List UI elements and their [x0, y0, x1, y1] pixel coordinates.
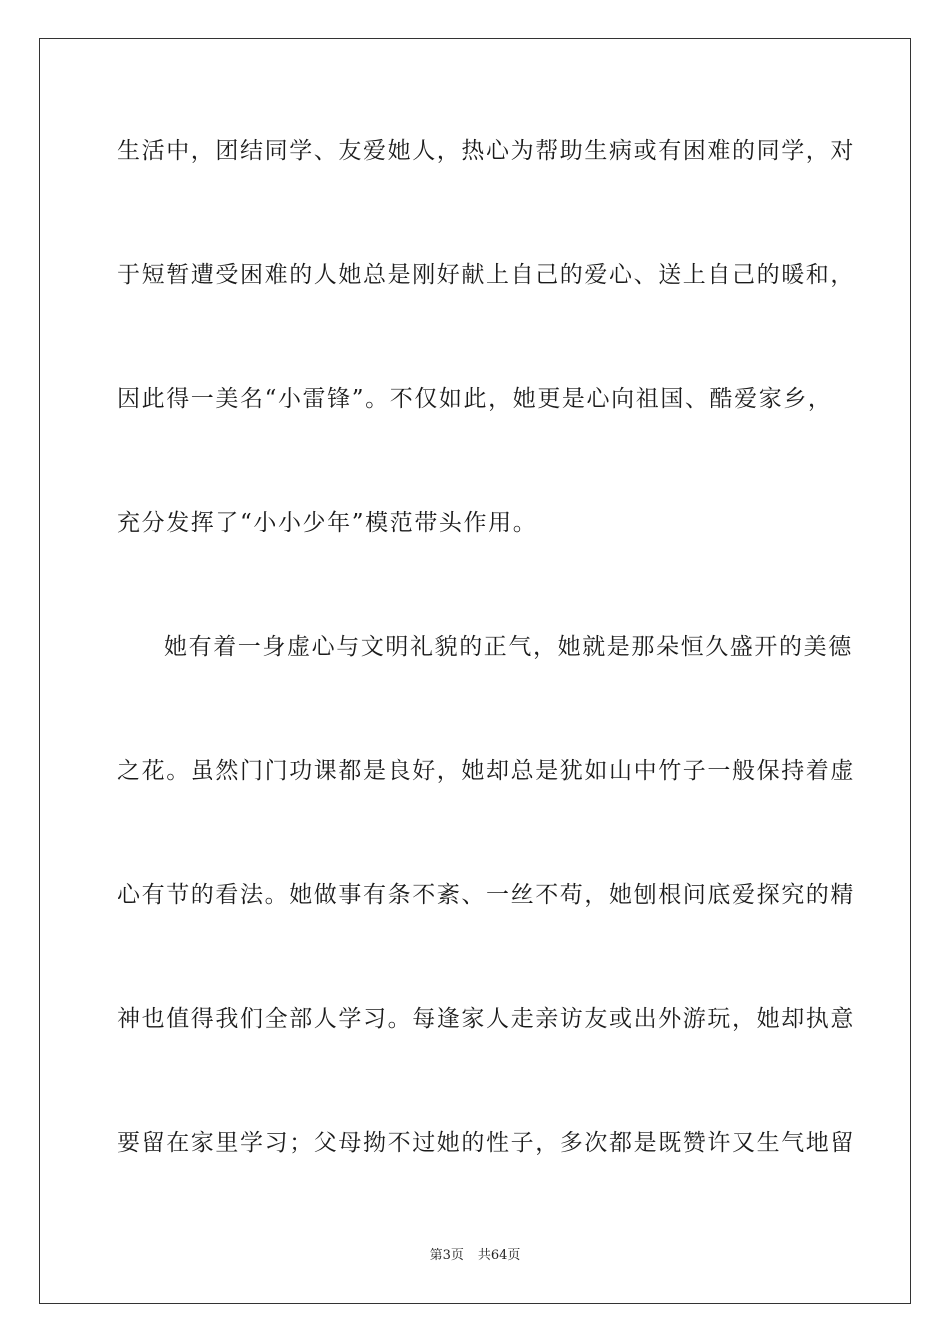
page-number: 第3页: [429, 1248, 464, 1263]
text-line-7: 心有节的看法。她做事有条不紊、一丝不苟，她刨根问底爱探究的精: [117, 882, 855, 908]
text-line-1: 生活中，团结同学、友爱她人，热心为帮助生病或有困难的同学，对: [117, 138, 855, 164]
text-line-9: 要留在家里学习；父母拗不过她的性子，多次都是既赞许又生气地留: [117, 1130, 855, 1156]
text-line-3: 因此得一美名“小雷锋”。不仅如此，她更是心向祖国、酷爱家乡，: [117, 386, 833, 412]
page-total: 共64页: [477, 1248, 521, 1263]
text-line-2: 于短暂遭受困难的人她总是刚好献上自己的爱心、送上自己的暖和，: [117, 262, 855, 288]
text-line-8: 神也值得我们全部人学习。每逢家人走亲访友或出外游玩，她却执意: [117, 1006, 855, 1032]
text-line-5-paragraph-start: 她有着一身虚心与文明礼貌的正气，她就是那朵恒久盛开的美德: [164, 634, 853, 660]
page-border: [39, 38, 911, 1304]
page-footer: [0, 1247, 950, 1265]
text-line-4: 充分发挥了“小小少年”模范带头作用。: [117, 510, 538, 536]
text-line-6: 之花。虽然门门功课都是良好，她却总是犹如山中竹子一般保持着虚: [117, 758, 855, 784]
